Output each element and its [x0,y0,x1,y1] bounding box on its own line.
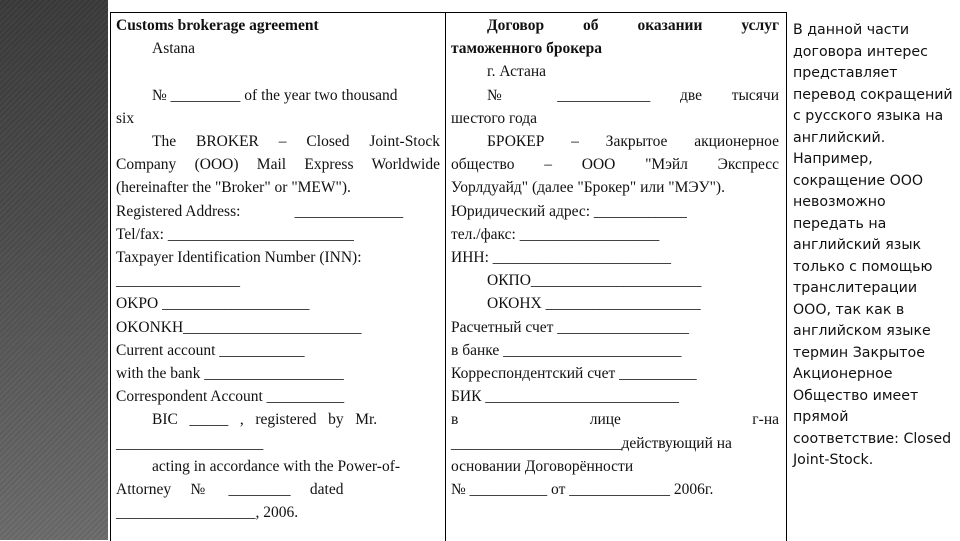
note-line: В данной части [793,22,910,38]
english-inn-line: Taxpayer Identification Number (INN): [116,249,362,267]
note-line: перевод сокращений [793,86,953,103]
russian-hereinafter-line: Уорлдуайд" (далее "Брокер" или "МЭУ"). [451,179,725,197]
note-line: Общество имеет [793,387,919,404]
russian-represented-line: в лице г-на [451,411,779,429]
russian-current-account-line: Расчетный счет _________________ [451,318,690,336]
english-address-line: Registered Address: ______________ [116,202,404,220]
note-line: английском языке [793,323,931,339]
note-line: передать на [793,215,887,232]
note-line: английский язык [793,237,922,253]
russian-title-cont: таможенного брокера [451,40,602,58]
russian-inn-line: ИНН: _______________________ [451,249,672,267]
english-company-line: Company (OOO) Mail Express Worldwide [116,156,440,174]
note-line: ООО, так как в [793,301,905,318]
russian-date-line: № __________ от _____________ 2006г. [451,481,714,499]
note-line: Например, [793,151,873,167]
english-blank-line [116,60,440,83]
russian-correspondent-line: Корреспондентский счет __________ [451,365,697,383]
english-telfax-line: Tel/fax: ________________________ [116,225,354,243]
note-line: с русского языка на [793,108,944,124]
russian-okpo-line: ОКПО______________________ [487,272,702,290]
note-line: представляет [793,65,898,81]
russian-basis-line: основании Договорённости [451,457,634,475]
note-line: сокращение ООО [793,172,924,189]
english-column [116,14,440,524]
english-title: Customs brokerage agreement [116,17,319,34]
english-bank-line: with the bank __________________ [116,365,344,383]
english-year-line: six [116,109,135,127]
note-line: Акционерное [793,366,893,382]
english-broker-line: The BROKER – Closed Joint-Stock [152,133,440,151]
note-line: договора интерес [793,43,928,60]
russian-telfax-line: тел./факс: __________________ [451,225,660,243]
russian-address-line: Юридический адрес: ____________ [451,202,687,220]
english-hereinafter-line: (hereinafter the "Broker" or "MEW"). [116,179,351,197]
note-line: только с помощью [793,258,933,275]
english-inn-blank: ________________ [116,272,240,290]
russian-bik-line: БИК _________________________ [451,388,680,406]
russian-acting-line: ______________________действующий на [451,434,732,452]
note-line: Joint-Stock. [793,452,874,468]
english-date-line: __________________, 2006. [116,504,299,522]
english-current-account-line: Current account ___________ [116,341,305,359]
note-line: прямой [793,409,849,425]
note-line: термин Закрытое [793,344,925,361]
english-bic-line: BIC _____ , registered by Mr. [152,411,378,429]
russian-company-line: общество – ООО "Мэйл Экспресс [451,156,779,174]
note-line: английский. [793,129,886,146]
english-number-line: № _________ of the year two thousand [152,86,398,104]
note-line: транслитерации [793,280,918,296]
english-attorney-line: Attorney № ________ dated [116,481,344,499]
russian-broker-line: БРОКЕР – Закрытое акционерное [487,133,779,151]
decorative-background-strip [0,0,108,540]
english-correspondent-line: Correspondent Account __________ [116,388,345,406]
russian-title: Договор об оказании услуг [487,17,779,34]
commentary-column [793,20,958,472]
note-line: соответствие: Closed [793,430,952,447]
english-city: Astana [152,40,196,58]
russian-city: г. Астана [487,63,547,81]
english-okpo-line: OKPO ___________________ [116,295,310,313]
russian-number-line: № ____________ две тысячи [487,86,779,104]
russian-column [451,14,779,501]
english-representative-blank: ___________________ [116,434,264,452]
russian-okonkh-line: ОКОНХ ____________________ [487,295,701,313]
russian-year-line: шестого года [451,109,538,127]
english-acting-line: acting in accordance with the Power-of- [152,457,401,475]
russian-bank-line: в банке _______________________ [451,341,682,359]
note-line: невозможно [793,194,886,210]
english-okonkh-line: OKONKH_______________________ [116,318,362,336]
